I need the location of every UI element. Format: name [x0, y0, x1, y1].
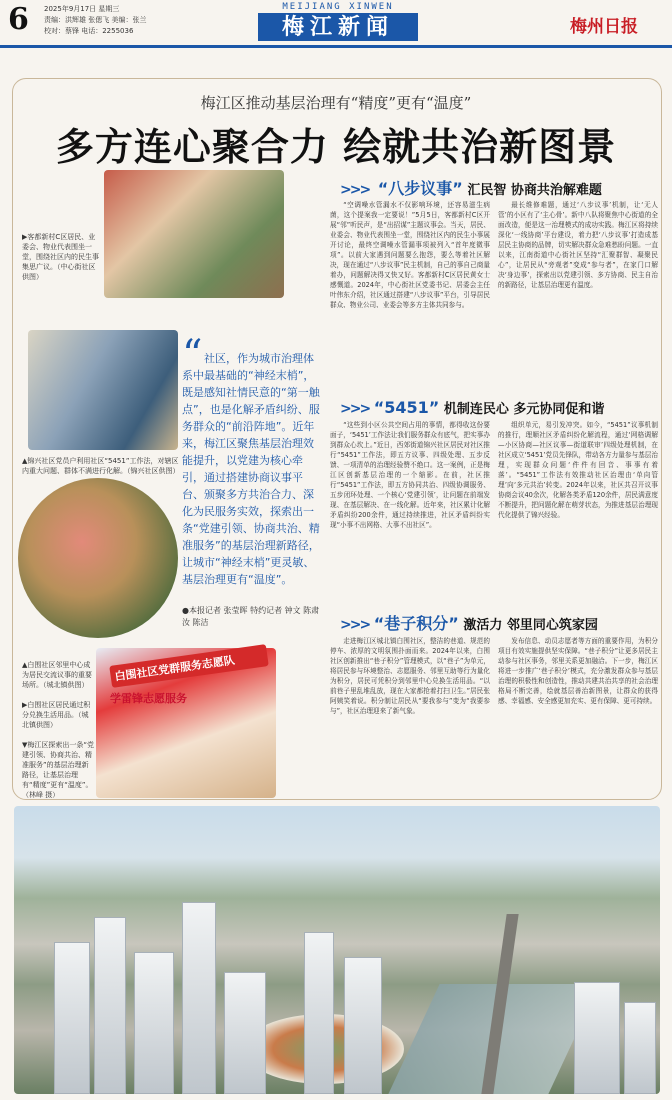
arrow-icon: >>> — [340, 401, 370, 417]
photo-meeting — [104, 170, 284, 298]
building — [94, 917, 126, 1094]
section3-title: 激活力 邻里同心筑家园 — [463, 618, 598, 633]
arrow-icon: >>> — [340, 617, 370, 633]
section-heading-2 — [340, 398, 660, 417]
building — [574, 982, 620, 1094]
article-title: 多方连心聚合力 绘就共治新图景 — [55, 124, 617, 169]
building — [224, 972, 266, 1094]
caption-photo3: ▲白围社区邻里中心成为居民交流议事的重要场所。（城北镇供图） — [22, 661, 92, 689]
page-number: 6 — [8, 2, 29, 37]
section3-column-a: 走进梅江区城北镇白围社区，整洁的巷道、规范的停车、浓厚的文明氛围扑面而来。2024年以来，白围社区创新推出“巷子积分”管理模式，以“巷子”为单元，将居民参与环境整治、志愿服务、邻里互助等行为量化为积分，居民可凭积分到邻里中心兑换生活用品。“以前巷子里乱堆乱放，现在大家都抢着打扫卫生。”居民张阿姨笑着说。积分制让居民从“要我参与”变为“我要参与”，社区治理迎来了新气象。 — [330, 637, 490, 715]
section-heading-3 — [340, 611, 660, 634]
quote-mark-icon: “ — [182, 332, 203, 378]
arrow-icon: >>> — [340, 182, 370, 198]
pull-quote: 社区，作为城市治理体系中最基础的“神经末梢”，既是感知社情民意的“第一触点”，也是化解矛盾纠纷、服务群众的“前沿阵地”。近年来，梅江区聚焦基层治理效能提升，以党建为核心牵引，通过搭建协商议事平台、颁聚多方共治合力、深化为民服务实效，探索出一条“党建引领、协商共治、精准服务”的基层治理新路径，让城市“神经末梢”更灵敏、基层治理更有“温度”。 — [182, 352, 320, 586]
masthead-english: MEIJIANG XINWEN — [282, 2, 394, 12]
meta-date: 2025年9月17日 星期三 — [44, 5, 120, 13]
section1-column-a: “空调噪水管漏水不仅影响环境，还容易滋生病菌，这个提案我一定要说！”5月5日，客都新村C区开展“邻”听民声，是“出招谋”主题议事会。当天，居民、业委会、物业代表围坐一堂，围绕社区内的民生小事展开讨论，最终空调噪水管漏事项被列入“首年度微事项”。以前大家遇到问题要么抱怨，要么等着社区解决，现在通过“八步议事”民主机制，自己的事自己商量着办，问题解决得又快又好。客都新村C区居民黄女士感慨道。2024年，中心街社区党委书记、居委会主任叶伟东介绍，社区通过搭建“八步议事”平台，引导居民群众、物业公司、业委会等多方主体共同参与。 — [330, 201, 490, 309]
section-heading-1 — [340, 176, 660, 199]
header-rule — [0, 45, 672, 48]
building — [344, 957, 382, 1094]
caption-photo4: ▶白围社区居民通过积分兑换生活用品。（城北镇供图） — [22, 701, 91, 729]
section2-column-a: “这些到小区公共空间占用的事情，都得收这份要面子，‘5451’工作法让我们服务群众有底气，把实事办到群众心坎上。”近日，西郊街道锦兴社区居民对社区推行“5451”工作法，即五方议事、四级处理、五步反馈、一项清单的治理经验赞不绝口。这一案例，正是梅江区创新基层治理的一个缩影。在前，社区推行“5451”工作法，即五方协同共治、四级协调服务、五步闭环处理、一个核心‘党建引领’，让问题在前端发现、在基层解决、在一线化解。近年来，社区累计化解矛盾纠纷200余件，通过持续推进，社区矛盾纠纷实现“小事不出网格、大事不出社区”。 — [330, 421, 490, 529]
meta-proofreader: 校对：蔡锋 电话：2255036 — [44, 27, 134, 35]
photo-neighborhood-center — [18, 478, 178, 638]
volunteer-banner: 白围社区党群服务志愿队 — [109, 644, 269, 688]
photo-mediation — [28, 330, 178, 450]
volunteer-sign: 学雷锋志愿服务 — [110, 692, 187, 705]
section2-column-b: 组织单元，易引发冲突。如今，“5451”议事机制的推行，理顺社区矛盾纠纷化解流程，通过‘网格调解—小区协商—社区议事—街道联审’四级处理机制，在社区成立‘5451’党员先锋队，带动各方力量参与基层治理，实现群众问题‘件件有回音、事事有着落’。“5451”工作法有效推动社区治理由‘单向管理’向‘多元共治’转变。2024年以来，社区共召开议事协商会议40余次，化解各类矛盾120余件，居民满意度不断提升，把问题化解在萌芽状态，为推进基层治理现代化提供了锦兴经验。 — [498, 421, 658, 519]
building — [134, 952, 174, 1094]
meta-editors: 责编：洪辉雄 张偲飞 美编：张兰 — [44, 16, 147, 24]
section1-title: 汇民智 协商共治解难题 — [467, 183, 602, 198]
section1-keyword: “八步议事” — [377, 179, 463, 198]
section1-column-b: 最长维修难题，通过‘八步议事’机制，让‘无人管’的小区有了‘主心骨’。新中八队将聚焦中心街道的全面改造，便是这一治理模式的成功实践。梅江区将持续深化‘一线协商’平台建设，着力把‘八步议事’打造成基层民主协商的品牌，切实解决群众急难愁盼问题。一直以来，江南街道中心街社区坚持“汇聚群智、凝聚民心”，让居民从“旁观者”变成“参与者”，在家门口解决‘身边事’，探索出以党建引领、多方协商、民主自治的新路径，让基层治理更有温度。 — [498, 201, 658, 289]
page-meta — [44, 4, 224, 37]
section3-column-b: 发布信息、动员志愿者等方面的重要作用，为积分项目有效实施提供坚实保障。“巷子积分”让更多居民主动参与社区事务，邻里关系更加融洽。下一步，梅江区将进一步推广‘巷子积分’模式，充分激发群众参与基层治理的积极性和创造性，推动共建共治共享的社会治理格局不断完善，绘就基层善治新图景，让群众的获得感、幸福感、安全感更加充实、更有保障、更可持续。 — [498, 637, 658, 705]
section2-keyword: “5451” — [373, 398, 440, 417]
caption-photo1: ▶客都新村C区居民、业委会、物业代表围坐一堂，围绕社区内的民生事集思广议。（中心街社区供图） — [22, 233, 99, 281]
caption-photo2: ▲锦兴社区党员户利用社区“5451”工作法，对辖区内重大问题、群体不满进行化解。（锦兴社区供图） — [22, 457, 180, 475]
section3-keyword: “巷子积分” — [373, 614, 459, 633]
building — [304, 932, 334, 1094]
newspaper-logo: 梅州日报 — [570, 17, 638, 37]
article-subtitle: 梅江区推动基层治理有“精度”更有“温度” — [200, 94, 472, 112]
building — [54, 942, 90, 1094]
building — [182, 902, 216, 1094]
city-aerial-photo — [14, 806, 660, 1094]
building — [624, 1002, 656, 1094]
caption-photo5: ▼梅江区探索出一条“党建引领、协商共治、精准服务”的基层治理新路径，让基层治理有“精度”更有“温度”。（林峰 摄） — [22, 741, 95, 799]
section2-title: 机制连民心 多元协同促和谐 — [443, 402, 605, 417]
byline: ●本报记者 张莹晖 特约记者 钟文 陈肃汝 陈洁 — [182, 606, 320, 627]
masthead-title: 梅江新闻 — [258, 13, 418, 41]
